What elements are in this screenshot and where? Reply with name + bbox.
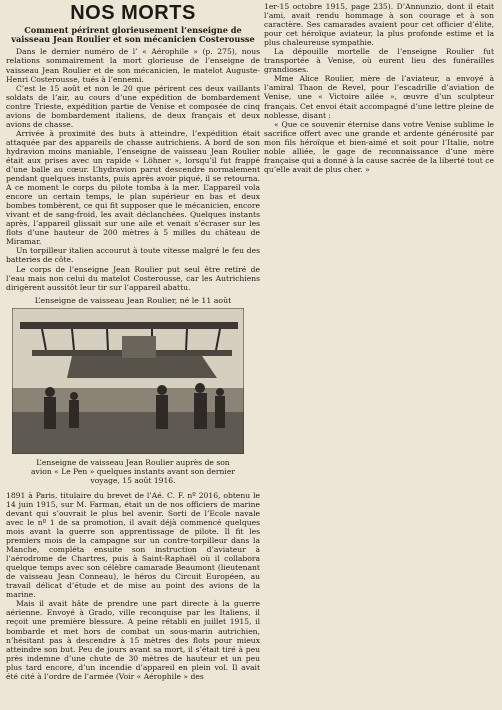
- section-title: NOS MORTS: [70, 2, 196, 24]
- photo-heading: L’enseigne de vaisseau Jean Roulier, né le 11 août: [34, 295, 232, 305]
- paragraph: 1er-15 octobre 1915, page 235). D’Annunzio, dont il était l’ami, avait rendu hommage à son courage et à son caractère. Ses camarades avaient pour cet officier d’élite, pour cet héroïque aviateur, la plus profonde estime et la plus chaleureuse sympathie.: [264, 2, 494, 48]
- left-column: [6, 2, 260, 681]
- paragraph: Mais il avait hâte de prendre une part directe à la guerre aérienne. Envoyé à Grado, ville reconquise par les Italiens, il reçoit une première blessure. A peine rétabli en juillet 1915, il bombarde et met hors de combat un sous-marin autrichien, n’hésitant pas à descendre à 15 mètres des flots pour mieux atteindre son but. Peu de jours avant sa mort, il s’était tiré à peu près indemne d’une chute de 30 mètres de hauteur et un peu plus tard encore, d’un incendie d’appareil en plein vol. Il avait été cité à l’ordre de l’armée (Voir « Aérophile » des: [6, 599, 260, 681]
- article-body-top: [6, 47, 260, 291]
- article-body-bottom: [6, 491, 260, 681]
- paragraph: « Que ce souvenir éternise dans votre Venise sublime le sacrifice offert avec une grande et ardente générosité par mon fils héroïque et bien-aimé et soit pour l’Italie, notre noble alliée, le gage de reconnaissance d’une mère française qui a donné à la cause sacrée de la liberté tout ce qu’elle avait de plus cher. »: [264, 119, 494, 174]
- caption-line: avion « Le Pen » quelques instants avant son dernier: [31, 466, 235, 476]
- paragraph: Arrivée à proximité des buts à atteindre, l’expédition était attaquée par des appareils de chasse autrichiens. A bord de son hydravion moins maniable, l’enseigne de vaisseau Jean Roulier était aux prises avec un rapide « Löhner », lorsqu’il fut frappé d’une balle au cœur. L’hydravion parut descendre normalement pendant quelques instants, puis après avoir piqué, il se retourna. A ce moment le corps du pilote tomba à la mer. L’appareil vola encore un certain temps, le plan supérieur en bas et deux bombes tombèrent, ce qui fit supposer que le mécanicien, encore vivant et de sang-froid, les avait déclanchées. Quelques instants après, l’appareil glissait sur une aile et venait s’écraser sur les flots d’une hauteur de 200 mètres à 5 milles du château de Miramar.: [6, 128, 260, 247]
- seaplane-photo: [12, 308, 244, 454]
- paragraph: C’est le 15 août et non le 20 que périrent ces deux vaillants soldats de l’air, au cours d’une expédition de bombardement contre Trieste, expédition partie de Venise et composée de cinq avions de bombardement italiens, de deux français et deux avions de chasse.: [6, 83, 260, 129]
- caption-line: voyage, 15 août 1916.: [90, 475, 176, 485]
- article-subtitle: Comment périrent glorieusement l’enseigne de vaisseau Jean Roulier et son mécanicien Costerousse: [11, 25, 255, 45]
- paragraph: Un torpilleur italien accourut à toute vitesse malgré le feu des batteries de côte.: [6, 246, 260, 265]
- paragraph: Le corps de l’enseigne Jean Roulier put seul être retiré de l’eau mais non celui du matelot Costerousse, car les Autrichiens dirigèrent aussitôt leur tir sur l’appareil abattu.: [6, 264, 260, 292]
- caption-line: L’enseigne de vaisseau Jean Roulier auprès de son: [36, 457, 230, 467]
- paragraph: 1891 à Paris, titulaire du brevet de l’Aé. C. F. nº 2016, obtenu le 14 juin 1915, sur M. Farman, était un de nos officiers de marine devant qui s’ouvrait le plus bel avenir. Sorti de l’Ecole navale avec le nº 1 de sa promotion, il avait déjà commencé quelques mois avant la guerre son apprentissage de pilote. Il fit les premiers mois de la campagne sur un contre-torpilleur dans la Manche, compléta ensuite son instruction d’aviateur à l’aérodrome de Chartres, puis à Saint-Raphaël où il collabora quelque temps avec son célèbre camarade Beaumont (lieutenant de vaisseau Jean Conneau), le héros du Circuit Européen, au travail délicat d’étude et de mise au point des avions de la marine.: [6, 490, 260, 600]
- photo-caption: [6, 458, 260, 485]
- right-column: [264, 2, 494, 174]
- photograph: [12, 308, 244, 454]
- paragraph: Dans le dernier numéro de l’ « Aérophile » (p. 275), nous relations sommairement la mort glorieuse de l’enseigne de vaisseau Jean Roulier et de son mécanicien, le matelot Auguste-Henri Costerousse, tués à l’ennemi.: [6, 47, 260, 84]
- paragraph: La dépouille mortelle de l’enseigne Roulier fut transportée à Venise, où eurent lieu des funérailles grandioses.: [264, 47, 494, 75]
- paragraph: Mme Alice Roulier, mère de l’aviateur, a envoyé à l’amiral Thaon de Revel, pour l’escadrille d’aviation de Venise, une « Victoire ailée », œuvre d’un sculpteur français. Cet envoi était accompagné d’une lettre pleine de noblesse, disant :: [264, 74, 494, 120]
